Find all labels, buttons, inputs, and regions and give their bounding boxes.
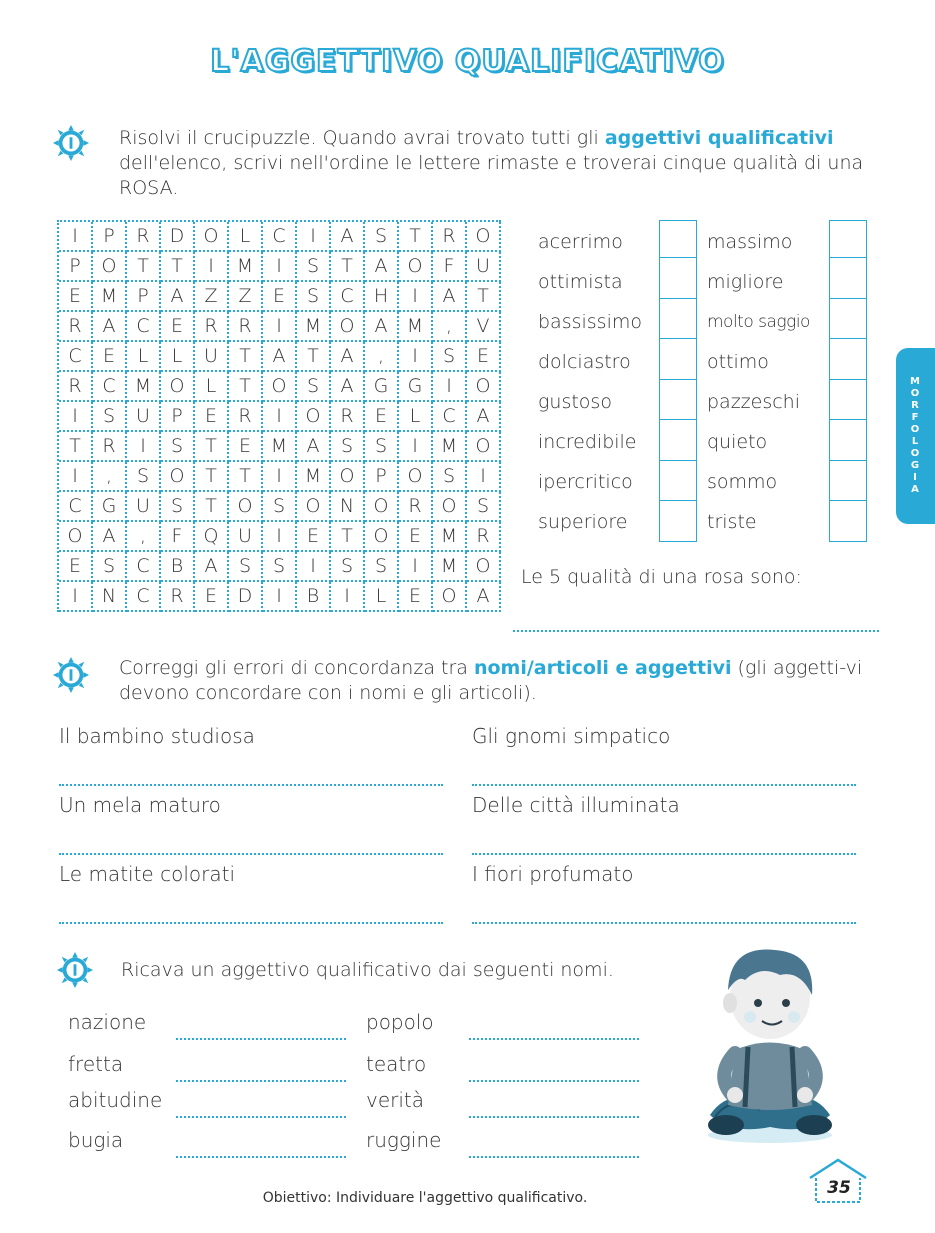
answer-checkbox[interactable] bbox=[829, 501, 867, 542]
check-boxes-left bbox=[659, 220, 697, 542]
instruction-highlight: aggettivi qualificativi bbox=[604, 127, 834, 149]
grid-cell[interactable]: F bbox=[433, 252, 467, 282]
grid-cell[interactable]: A bbox=[331, 222, 365, 252]
grid-cell[interactable]: T bbox=[161, 252, 195, 282]
noun-word: teatro bbox=[366, 1052, 427, 1076]
grid-cell[interactable]: S bbox=[365, 552, 399, 582]
grid-cell[interactable]: C bbox=[127, 312, 161, 342]
grid-cell[interactable]: S bbox=[263, 492, 297, 522]
answer-checkbox[interactable] bbox=[659, 220, 697, 258]
grid-cell[interactable]: C bbox=[59, 492, 93, 522]
grid-cell[interactable]: M bbox=[229, 252, 263, 282]
instruction-text: Risolvi il crucipuzzle. Quando avrai trovato tutti gli bbox=[119, 127, 605, 149]
grid-cell[interactable]: C bbox=[93, 372, 127, 402]
sentence-right: Delle città illuminata bbox=[472, 793, 680, 817]
side-tab-letter: G bbox=[910, 460, 921, 471]
grid-cell[interactable]: Z bbox=[229, 282, 263, 312]
grid-cell[interactable]: R bbox=[195, 312, 229, 342]
grid-cell[interactable]: S bbox=[331, 552, 365, 582]
grid-cell[interactable]: O bbox=[467, 552, 501, 582]
grid-cell[interactable]: B bbox=[297, 582, 331, 612]
noun-word: nazione bbox=[68, 1010, 147, 1034]
grid-cell[interactable]: R bbox=[399, 492, 433, 522]
answer-line[interactable] bbox=[513, 630, 879, 632]
grid-cell[interactable]: E bbox=[59, 282, 93, 312]
grid-cell[interactable]: , bbox=[127, 522, 161, 552]
answer-checkbox[interactable] bbox=[659, 420, 697, 461]
grid-cell[interactable]: I bbox=[195, 252, 229, 282]
answer-checkbox[interactable] bbox=[829, 258, 867, 299]
instruction-text-end: (gli aggetti-vi devono concordare con i nomi e gli articoli). bbox=[119, 657, 863, 704]
grid-cell[interactable]: P bbox=[127, 282, 161, 312]
grid-cell[interactable]: L bbox=[161, 342, 195, 372]
grid-cell[interactable]: S bbox=[433, 462, 467, 492]
answer-checkbox[interactable] bbox=[659, 501, 697, 542]
grid-cell[interactable]: A bbox=[467, 582, 501, 612]
grid-cell[interactable]: T bbox=[195, 462, 229, 492]
side-tab-letter: M bbox=[910, 376, 921, 387]
grid-cell[interactable]: N bbox=[93, 582, 127, 612]
sentence-right: I fiori profumato bbox=[472, 862, 634, 886]
grid-cell[interactable]: R bbox=[127, 222, 161, 252]
grid-cell[interactable]: E bbox=[263, 282, 297, 312]
grid-cell[interactable]: I bbox=[297, 552, 331, 582]
grid-cell[interactable]: O bbox=[433, 582, 467, 612]
grid-cell[interactable]: E bbox=[195, 582, 229, 612]
grid-cell[interactable]: S bbox=[433, 342, 467, 372]
grid-cell[interactable]: S bbox=[263, 552, 297, 582]
grid-cell[interactable]: S bbox=[161, 492, 195, 522]
grid-cell[interactable]: R bbox=[433, 222, 467, 252]
answer-line[interactable] bbox=[472, 853, 856, 855]
grid-cell[interactable]: M bbox=[433, 432, 467, 462]
answer-line[interactable] bbox=[472, 922, 856, 924]
exercise-icon bbox=[56, 951, 94, 989]
grid-cell[interactable]: O bbox=[195, 222, 229, 252]
grid-cell[interactable]: U bbox=[127, 492, 161, 522]
list-right-word: quieto bbox=[707, 431, 768, 453]
grid-cell[interactable]: H bbox=[365, 282, 399, 312]
grid-cell[interactable]: L bbox=[127, 342, 161, 372]
grid-cell[interactable]: T bbox=[331, 522, 365, 552]
grid-cell[interactable]: A bbox=[161, 282, 195, 312]
exercise-icon bbox=[52, 124, 90, 162]
grid-cell[interactable]: F bbox=[161, 522, 195, 552]
grid-cell[interactable]: M bbox=[433, 552, 467, 582]
grid-cell[interactable]: O bbox=[467, 372, 501, 402]
noun-word: ruggine bbox=[366, 1128, 442, 1152]
instruction-highlight: nomi/articoli e aggettivi bbox=[473, 657, 732, 679]
grid-cell[interactable]: P bbox=[59, 252, 93, 282]
answer-checkbox[interactable] bbox=[659, 339, 697, 380]
grid-cell[interactable]: R bbox=[467, 522, 501, 552]
grid-cell[interactable]: L bbox=[365, 582, 399, 612]
grid-cell[interactable]: E bbox=[399, 582, 433, 612]
answer-checkbox[interactable] bbox=[829, 420, 867, 461]
grid-cell[interactable]: L bbox=[195, 372, 229, 402]
grid-cell[interactable]: E bbox=[365, 402, 399, 432]
grid-cell[interactable]: C bbox=[433, 402, 467, 432]
grid-cell[interactable]: A bbox=[93, 312, 127, 342]
grid-cell[interactable]: O bbox=[161, 462, 195, 492]
grid-cell[interactable]: M bbox=[297, 312, 331, 342]
list-left-word: ipercritico bbox=[538, 471, 633, 493]
answer-line[interactable] bbox=[59, 922, 443, 924]
grid-cell[interactable]: I bbox=[59, 582, 93, 612]
list-right-word: ottimo bbox=[707, 351, 769, 373]
grid-cell[interactable]: I bbox=[59, 462, 93, 492]
grid-cell[interactable]: I bbox=[467, 462, 501, 492]
list-left-word: gustoso bbox=[538, 391, 612, 413]
grid-cell[interactable]: N bbox=[331, 492, 365, 522]
answer-line[interactable] bbox=[176, 1038, 346, 1040]
page-number: 35 bbox=[827, 1178, 851, 1198]
grid-cell[interactable]: C bbox=[59, 342, 93, 372]
word-list-right bbox=[707, 222, 827, 542]
grid-cell[interactable]: I bbox=[297, 222, 331, 252]
sentence-left: Un mela maturo bbox=[59, 793, 221, 817]
grid-cell[interactable]: M bbox=[127, 372, 161, 402]
noun-word: abitudine bbox=[68, 1088, 163, 1112]
side-tab-letter: L bbox=[911, 436, 920, 447]
grid-cell[interactable]: P bbox=[93, 222, 127, 252]
list-left-word: incredibile bbox=[538, 431, 637, 453]
answer-line[interactable] bbox=[176, 1116, 346, 1118]
side-tab-letter: O bbox=[910, 424, 921, 435]
grid-cell[interactable]: , bbox=[365, 342, 399, 372]
grid-cell[interactable]: U bbox=[229, 522, 263, 552]
grid-cell[interactable]: E bbox=[195, 402, 229, 432]
grid-cell[interactable]: I bbox=[263, 582, 297, 612]
answer-checkbox[interactable] bbox=[659, 258, 697, 299]
grid-cell[interactable]: P bbox=[161, 402, 195, 432]
answer-checkbox[interactable] bbox=[659, 461, 697, 502]
grid-cell[interactable]: I bbox=[263, 312, 297, 342]
grid-cell[interactable]: A bbox=[331, 342, 365, 372]
grid-cell[interactable]: E bbox=[93, 342, 127, 372]
grid-cell[interactable]: I bbox=[399, 552, 433, 582]
grid-cell[interactable]: , bbox=[93, 462, 127, 492]
list-right-word: migliore bbox=[707, 271, 784, 293]
boy-illustration bbox=[690, 935, 850, 1150]
answer-line[interactable] bbox=[59, 853, 443, 855]
grid-cell[interactable]: R bbox=[229, 312, 263, 342]
grid-cell[interactable]: C bbox=[127, 582, 161, 612]
grid-cell[interactable]: I bbox=[263, 402, 297, 432]
answer-checkbox[interactable] bbox=[659, 299, 697, 340]
answer-line[interactable] bbox=[176, 1156, 346, 1158]
grid-cell[interactable]: P bbox=[365, 462, 399, 492]
instruction-text-end: dell'elenco, scrivi nell'ordine le lettere rimaste e troverai cinque qualità di una ROSA. bbox=[119, 152, 864, 199]
side-tab-letter: A bbox=[911, 484, 920, 495]
list-left-word: superiore bbox=[538, 511, 628, 533]
grid-cell[interactable]: U bbox=[467, 252, 501, 282]
grid-cell[interactable]: R bbox=[229, 402, 263, 432]
grid-cell[interactable]: G bbox=[399, 372, 433, 402]
grid-cell[interactable]: S bbox=[365, 432, 399, 462]
answer-checkbox[interactable] bbox=[829, 461, 867, 502]
grid-cell[interactable]: A bbox=[93, 522, 127, 552]
grid-cell[interactable]: O bbox=[331, 312, 365, 342]
grid-cell[interactable]: O bbox=[229, 492, 263, 522]
noun-word: fretta bbox=[68, 1052, 124, 1076]
list-right-word: molto saggio bbox=[707, 312, 810, 332]
grid-cell[interactable]: A bbox=[365, 252, 399, 282]
grid-cell[interactable]: M bbox=[263, 432, 297, 462]
instruction-text: Correggi gli errori di concordanza tra bbox=[119, 657, 474, 679]
answer-line[interactable] bbox=[469, 1080, 639, 1082]
grid-cell[interactable]: O bbox=[161, 372, 195, 402]
list-left-word: dolciastro bbox=[538, 351, 631, 373]
grid-cell[interactable]: O bbox=[93, 252, 127, 282]
word-list-left bbox=[538, 222, 658, 542]
grid-cell[interactable]: T bbox=[127, 252, 161, 282]
answer-label: Le 5 qualità di una rosa sono: bbox=[521, 566, 802, 588]
grid-cell[interactable]: O bbox=[365, 492, 399, 522]
grid-cell[interactable]: G bbox=[365, 372, 399, 402]
sentence-right: Gli gnomi simpatico bbox=[472, 724, 671, 748]
answer-line[interactable] bbox=[469, 1038, 639, 1040]
grid-cell[interactable]: Z bbox=[195, 282, 229, 312]
noun-word: verità bbox=[366, 1088, 425, 1112]
side-tab-letter: O bbox=[910, 448, 921, 459]
grid-cell[interactable]: , bbox=[433, 312, 467, 342]
grid-cell[interactable]: T bbox=[229, 462, 263, 492]
grid-cell[interactable]: A bbox=[297, 432, 331, 462]
answer-line[interactable] bbox=[469, 1116, 639, 1118]
grid-cell[interactable]: T bbox=[229, 342, 263, 372]
side-tab-letter: F bbox=[911, 412, 920, 423]
grid-cell[interactable]: E bbox=[161, 312, 195, 342]
grid-cell[interactable]: O bbox=[297, 402, 331, 432]
grid-cell[interactable]: T bbox=[195, 492, 229, 522]
grid-cell[interactable]: M bbox=[297, 462, 331, 492]
word-search-grid bbox=[57, 220, 501, 612]
grid-cell[interactable]: A bbox=[467, 402, 501, 432]
grid-cell[interactable]: R bbox=[93, 432, 127, 462]
grid-cell[interactable]: C bbox=[263, 222, 297, 252]
grid-cell[interactable]: S bbox=[297, 372, 331, 402]
answer-checkbox[interactable] bbox=[829, 299, 867, 340]
grid-cell[interactable]: O bbox=[399, 462, 433, 492]
grid-cell[interactable]: I bbox=[263, 252, 297, 282]
grid-cell[interactable]: M bbox=[93, 282, 127, 312]
grid-cell[interactable]: R bbox=[331, 402, 365, 432]
grid-cell[interactable]: O bbox=[59, 522, 93, 552]
exercise1-instructions bbox=[119, 126, 889, 201]
grid-cell[interactable]: S bbox=[297, 282, 331, 312]
answer-line[interactable] bbox=[472, 784, 856, 786]
answer-checkbox[interactable] bbox=[829, 339, 867, 380]
sentence-left: Le matite colorati bbox=[59, 862, 235, 886]
grid-cell[interactable]: S bbox=[93, 402, 127, 432]
grid-cell[interactable]: T bbox=[229, 372, 263, 402]
grid-cell[interactable]: A bbox=[331, 372, 365, 402]
grid-cell[interactable]: R bbox=[59, 372, 93, 402]
grid-cell[interactable]: I bbox=[399, 342, 433, 372]
exercise2-instructions bbox=[119, 656, 889, 706]
sentence-left: Il bambino studiosa bbox=[59, 724, 255, 748]
grid-cell[interactable]: L bbox=[399, 402, 433, 432]
list-right-word: triste bbox=[707, 511, 757, 533]
grid-cell[interactable]: S bbox=[365, 222, 399, 252]
grid-cell[interactable]: O bbox=[433, 492, 467, 522]
grid-cell[interactable]: O bbox=[263, 372, 297, 402]
list-left-word: bassissimo bbox=[538, 311, 642, 333]
grid-cell[interactable]: M bbox=[433, 522, 467, 552]
grid-cell[interactable]: V bbox=[467, 312, 501, 342]
grid-cell[interactable]: R bbox=[161, 582, 195, 612]
grid-cell[interactable]: A bbox=[263, 342, 297, 372]
grid-cell[interactable]: C bbox=[127, 552, 161, 582]
grid-cell[interactable]: I bbox=[331, 582, 365, 612]
grid-cell[interactable]: T bbox=[195, 432, 229, 462]
grid-cell[interactable]: E bbox=[59, 552, 93, 582]
list-right-word: pazzeschi bbox=[707, 391, 801, 413]
grid-cell[interactable]: T bbox=[59, 432, 93, 462]
grid-cell[interactable]: S bbox=[331, 432, 365, 462]
grid-cell[interactable]: T bbox=[331, 252, 365, 282]
exercise3-instructions: Ricava un aggettivo qualificativo dai seguenti nomi. bbox=[121, 959, 614, 981]
grid-cell[interactable]: G bbox=[93, 492, 127, 522]
grid-cell[interactable]: A bbox=[433, 282, 467, 312]
grid-cell[interactable]: O bbox=[297, 492, 331, 522]
grid-cell[interactable]: C bbox=[331, 282, 365, 312]
grid-cell[interactable]: I bbox=[399, 432, 433, 462]
grid-cell[interactable]: S bbox=[297, 252, 331, 282]
grid-cell[interactable]: O bbox=[365, 522, 399, 552]
grid-cell[interactable]: E bbox=[399, 522, 433, 552]
grid-cell[interactable]: I bbox=[263, 522, 297, 552]
grid-cell[interactable]: D bbox=[161, 222, 195, 252]
grid-cell[interactable]: E bbox=[229, 432, 263, 462]
list-left-word: acerrimo bbox=[538, 231, 623, 253]
grid-cell[interactable]: L bbox=[229, 222, 263, 252]
grid-cell[interactable]: I bbox=[433, 372, 467, 402]
grid-cell[interactable]: A bbox=[195, 552, 229, 582]
noun-word: popolo bbox=[366, 1010, 434, 1034]
grid-cell[interactable]: O bbox=[467, 222, 501, 252]
grid-cell[interactable]: I bbox=[59, 402, 93, 432]
check-boxes-right bbox=[829, 220, 867, 542]
grid-cell[interactable]: T bbox=[399, 222, 433, 252]
list-left-word: ottimista bbox=[538, 271, 623, 293]
grid-cell[interactable]: S bbox=[161, 432, 195, 462]
grid-cell[interactable]: I bbox=[127, 432, 161, 462]
list-right-word: massimo bbox=[707, 231, 793, 253]
side-tab-morfologia bbox=[896, 348, 935, 524]
grid-cell[interactable]: U bbox=[195, 342, 229, 372]
grid-cell[interactable]: I bbox=[399, 282, 433, 312]
answer-line[interactable] bbox=[469, 1156, 639, 1158]
footer-objective: Obiettivo: Individuare l'aggettivo qualificativo. bbox=[262, 1190, 588, 1206]
answer-line[interactable] bbox=[176, 1080, 346, 1082]
side-tab-letter: O bbox=[910, 388, 921, 399]
grid-cell[interactable]: R bbox=[59, 312, 93, 342]
grid-cell[interactable]: T bbox=[467, 282, 501, 312]
grid-cell[interactable]: O bbox=[399, 252, 433, 282]
answer-checkbox[interactable] bbox=[829, 380, 867, 421]
grid-cell[interactable]: Q bbox=[195, 522, 229, 552]
grid-cell[interactable]: S bbox=[93, 552, 127, 582]
exercise-icon bbox=[52, 656, 90, 694]
grid-cell[interactable]: U bbox=[127, 402, 161, 432]
answer-checkbox[interactable] bbox=[659, 380, 697, 421]
side-tab-letter: I bbox=[913, 472, 918, 483]
grid-cell[interactable]: E bbox=[467, 342, 501, 372]
grid-cell[interactable]: M bbox=[399, 312, 433, 342]
answer-checkbox[interactable] bbox=[829, 220, 867, 258]
grid-cell[interactable]: I bbox=[263, 462, 297, 492]
grid-cell[interactable]: O bbox=[467, 432, 501, 462]
grid-cell[interactable]: S bbox=[127, 462, 161, 492]
side-tab-letter: R bbox=[911, 400, 920, 411]
grid-cell[interactable]: B bbox=[161, 552, 195, 582]
answer-line[interactable] bbox=[59, 784, 443, 786]
grid-cell[interactable]: T bbox=[297, 342, 331, 372]
list-right-word: sommo bbox=[707, 471, 778, 493]
grid-cell[interactable]: S bbox=[467, 492, 501, 522]
grid-cell[interactable]: I bbox=[59, 222, 93, 252]
grid-cell[interactable]: A bbox=[365, 312, 399, 342]
grid-cell[interactable]: O bbox=[331, 462, 365, 492]
page-title: L'AGGETTIVO QUALIFICATIVO bbox=[210, 44, 725, 79]
noun-word: bugia bbox=[68, 1128, 124, 1152]
grid-cell[interactable]: D bbox=[229, 582, 263, 612]
grid-cell[interactable]: S bbox=[229, 552, 263, 582]
grid-cell[interactable]: E bbox=[297, 522, 331, 552]
